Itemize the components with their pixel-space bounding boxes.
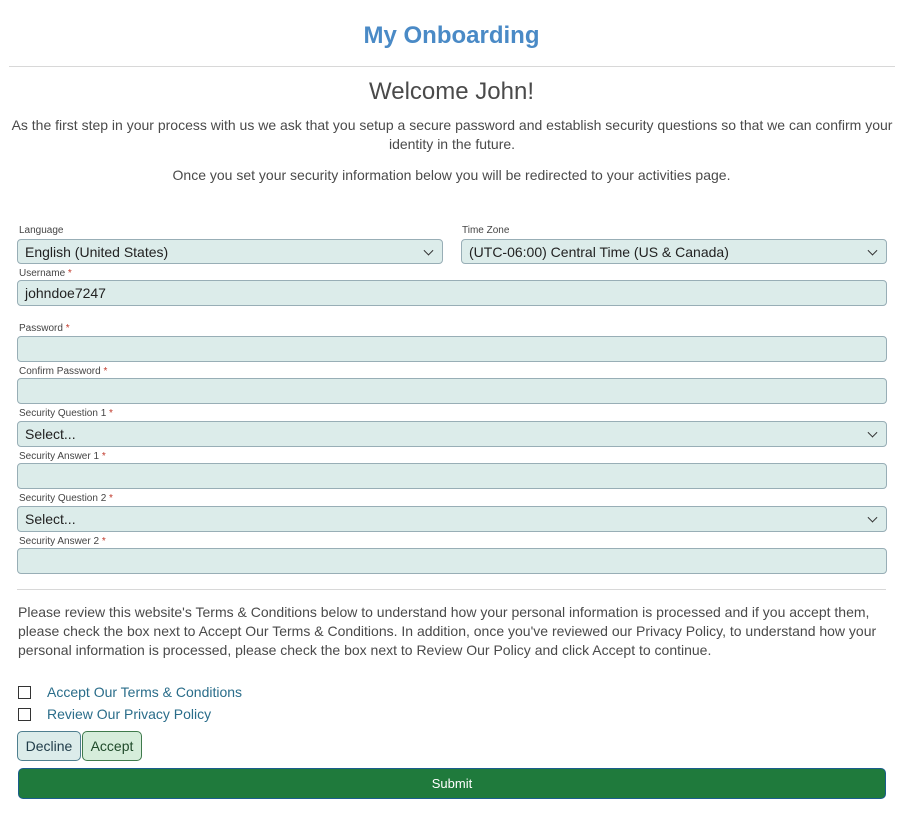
security-question-2-select[interactable] xyxy=(17,506,887,532)
username-label: Username * xyxy=(19,268,72,279)
security-question-1-value: Select... xyxy=(25,426,76,442)
language-value: English (United States) xyxy=(25,243,169,260)
required-marker: * xyxy=(101,536,106,547)
intro-text: As the first step in your process with us we ask that you setup a secure password and establish security questions so that we can confirm your identity in the future. xyxy=(11,117,893,152)
confirm-password-field[interactable] xyxy=(17,378,887,404)
timezone-value: (UTC-06:00) Central Time (US & Canada) xyxy=(469,243,729,260)
language-select[interactable] xyxy=(17,239,443,264)
security-answer-2-label: Security Answer 2 * xyxy=(19,536,106,547)
chevron-down-icon xyxy=(868,245,878,255)
accept-terms-link[interactable]: Accept Our Terms & Conditions xyxy=(47,684,243,700)
security-question-1-label: Security Question 1 * xyxy=(19,408,113,419)
security-answer-2-field[interactable] xyxy=(17,548,887,574)
review-policy-link[interactable]: Review Our Privacy Policy xyxy=(47,706,212,722)
welcome-heading: Welcome John! xyxy=(369,78,534,105)
password-label: Password * xyxy=(19,323,70,334)
accept-button[interactable]: Accept xyxy=(82,731,142,761)
review-policy-row xyxy=(18,706,211,722)
required-marker: * xyxy=(65,323,70,334)
security-question-1-select[interactable] xyxy=(17,421,887,447)
confirm-password-label: Confirm Password * xyxy=(19,366,108,377)
required-marker: * xyxy=(109,408,113,419)
form-divider xyxy=(17,589,886,590)
security-question-2-label: Security Question 2 * xyxy=(19,493,113,504)
chevron-down-icon xyxy=(868,513,878,523)
accept-terms-row xyxy=(18,684,242,700)
chevron-down-icon xyxy=(424,245,434,255)
username-field[interactable] xyxy=(17,280,887,306)
security-answer-1-field[interactable] xyxy=(17,463,887,489)
required-marker: * xyxy=(101,451,106,462)
review-policy-checkbox[interactable] xyxy=(18,708,31,721)
security-answer-1-label: Security Answer 1 * xyxy=(19,451,106,462)
header-divider xyxy=(9,66,895,67)
chevron-down-icon xyxy=(868,428,878,438)
decline-button[interactable]: Decline xyxy=(17,731,81,761)
submit-button[interactable]: Submit xyxy=(18,768,886,799)
language-label: Language xyxy=(19,225,64,236)
timezone-select[interactable] xyxy=(461,239,887,264)
accept-terms-checkbox[interactable] xyxy=(18,686,31,699)
required-marker: * xyxy=(67,268,72,279)
redirect-text: Once you set your security information below you will be redirected to your activities page. xyxy=(172,167,731,183)
timezone-label: Time Zone xyxy=(462,225,510,236)
terms-text: Please review this website's Terms & Conditions below to understand how your personal information is processed and if you accept them, please check the box next to Accept Our Terms & Conditions. In addition, once you've reviewed our Privacy Policy, to understand how your personal information is processed, please check the box next to Review Our Policy and click Accept to continue. xyxy=(18,604,877,658)
security-question-2-value: Select... xyxy=(25,511,76,527)
password-field[interactable] xyxy=(17,336,887,362)
required-marker: * xyxy=(103,366,108,377)
required-marker: * xyxy=(109,493,113,504)
username-value: johndoe7247 xyxy=(25,285,106,301)
page-title: My Onboarding xyxy=(363,22,540,49)
